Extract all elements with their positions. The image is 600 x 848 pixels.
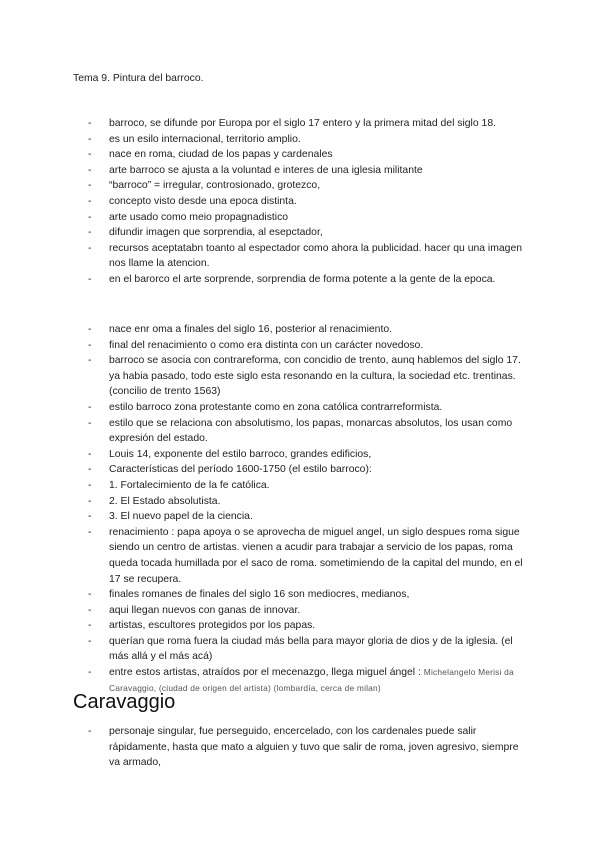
list-item xyxy=(88,338,528,354)
list-item xyxy=(88,634,528,665)
bullet-marker: - xyxy=(88,211,92,223)
artist-name-note: Michelangelo Merisi da Caravaggio, (ciudad de origen del artista) (lombardía, cerca de milan) xyxy=(109,667,514,693)
list-item xyxy=(88,322,528,338)
bullet-marker: - xyxy=(88,726,92,737)
bullet-marker: - xyxy=(88,417,92,429)
list-item-text: artistas, escultores protegidos por los papas. xyxy=(109,620,316,632)
bullet-list-intro xyxy=(88,116,528,288)
bullet-marker: - xyxy=(88,604,92,616)
bullet-marker: - xyxy=(88,118,92,129)
bullet-marker: - xyxy=(88,355,92,367)
list-item-text: estilo barroco zona protestante como en zona católica contrarreformista. xyxy=(109,401,443,413)
list-item-text: nace en roma, ciudad de los papas y cardenales xyxy=(109,149,333,161)
list-item xyxy=(88,178,528,194)
list-item xyxy=(88,400,528,416)
list-item-text: personaje singular, fue perseguido, encercelado, con los cardenales puede salir rápidamente, hasta que mato a alguien y tuvo que salir de roma, joven agresivo, siempre va armado, xyxy=(109,726,519,769)
list-item-text: aqui llegan nuevos con ganas de innovar. xyxy=(109,604,301,616)
list-item xyxy=(88,147,528,163)
list-item xyxy=(88,272,528,288)
list-item xyxy=(88,509,528,525)
list-item-text: entre estos artistas, atraídos por el mecenazgo, llega miguel ángel : xyxy=(109,667,421,679)
list-item-text: 3. El nuevo papel de la ciencia. xyxy=(109,511,253,523)
list-item xyxy=(88,163,528,179)
list-item-text: Características del período 1600-1750 (el estilo barroco): xyxy=(109,464,372,476)
bullet-marker: - xyxy=(88,589,92,601)
list-item-text: final del renacimiento o como era distinta con un carácter novedoso. xyxy=(109,339,424,351)
list-item-text: concepto visto desde una epoca distinta. xyxy=(109,195,297,207)
bullet-list-caravaggio xyxy=(88,724,528,771)
bullet-list-context xyxy=(88,322,528,696)
list-item-text: “barroco” = irregular, controsionado, grotezco, xyxy=(109,180,321,192)
list-item-text: recursos aceptatabn toanto al espectador como ahora la publicidad. hacer qu una imagen nos llame la atencion. xyxy=(109,242,523,270)
list-item-text: 1. Fortalecimiento de la fe católica. xyxy=(109,479,270,491)
bullet-marker: - xyxy=(88,273,92,285)
list-item xyxy=(88,462,528,478)
bullet-marker: - xyxy=(88,448,92,460)
bullet-marker: - xyxy=(88,195,92,207)
list-item xyxy=(88,132,528,148)
bullet-marker: - xyxy=(88,149,92,161)
bullet-marker: - xyxy=(88,495,92,507)
bullet-marker: - xyxy=(88,401,92,413)
bullet-marker: - xyxy=(88,526,92,538)
bullet-marker: - xyxy=(88,339,92,351)
list-item xyxy=(88,210,528,226)
list-item xyxy=(88,618,528,634)
list-item-text: arte usado como meio propagnadistico xyxy=(109,211,289,223)
list-item-text: difundir imagen que sorprendia, al esepctador, xyxy=(109,227,323,239)
list-item xyxy=(88,587,528,603)
bullet-marker: - xyxy=(88,164,92,176)
bullet-marker: - xyxy=(88,242,92,254)
bullet-marker: - xyxy=(88,635,92,647)
bullet-marker: - xyxy=(88,227,92,239)
list-item xyxy=(88,494,528,510)
list-item-text: querían que roma fuera la ciudad más bella para mayor gloria de dios y de la iglesia. (el más allá y el más acá) xyxy=(109,635,513,663)
document-title: Tema 9. Pintura del barroco. xyxy=(73,73,204,84)
list-item xyxy=(88,225,528,241)
list-item-text: Louis 14, exponente del estilo barroco, grandes edificios, xyxy=(109,448,372,460)
list-item-text: estilo que se relaciona con absolutismo, los papas, monarcas absolutos, los usan como expresión del estado. xyxy=(109,417,513,445)
bullet-marker: - xyxy=(88,479,92,491)
list-item xyxy=(88,603,528,619)
list-item xyxy=(88,194,528,210)
list-item-text: barroco, se difunde por Europa por el siglo 17 entero y la primera mitad del siglo 18. xyxy=(109,118,496,129)
section-heading-caravaggio: Caravaggio xyxy=(73,691,176,713)
list-item xyxy=(88,525,528,587)
list-item-text: en el barorco el arte sorprende, sorprendia de forma potente a la gente de la epoca. xyxy=(109,273,496,285)
list-item xyxy=(88,353,528,400)
bullet-marker: - xyxy=(88,620,92,632)
list-item-text: arte barroco se ajusta a la voluntad e interes de una iglesia militante xyxy=(109,164,423,176)
list-item-text: renacimiento : papa apoya o se aprovecha de miguel angel, un siglo despues roma sigue siendo un centro de artistas. vienen a acudir para trabajar a servicio de los papas, roma queda tocada humillada por el saco de roma. sometimiendo de la capital del mundo, en el 17 se recupera. xyxy=(109,526,523,585)
list-item xyxy=(88,478,528,494)
bullet-marker: - xyxy=(88,511,92,523)
list-item xyxy=(88,724,528,771)
bullet-marker: - xyxy=(88,324,92,335)
list-item-text: nace enr oma a finales del siglo 16, posterior al renacimiento. xyxy=(109,324,393,335)
bullet-marker: - xyxy=(88,464,92,476)
bullet-marker: - xyxy=(88,133,92,145)
list-item-text: barroco se asocia con contrareforma, con concidio de trento, aunq hablemos del siglo 17. ya habia pasado, todo este siglo esta resonando en la cultura, la sociedad etc. trentinas. (concilio de trento 1563) xyxy=(109,355,521,398)
bullet-marker: - xyxy=(88,667,92,679)
list-item-text: finales romanes de finales del siglo 16 son mediocres, medianos, xyxy=(109,589,410,601)
list-item-text: 2. El Estado absolutista. xyxy=(109,495,221,507)
list-item xyxy=(88,241,528,272)
list-item-text: es un esilo internacional, territorio amplio. xyxy=(109,133,301,145)
bullet-marker: - xyxy=(88,180,92,192)
list-item xyxy=(88,116,528,132)
list-item xyxy=(88,416,528,447)
list-item xyxy=(88,447,528,463)
